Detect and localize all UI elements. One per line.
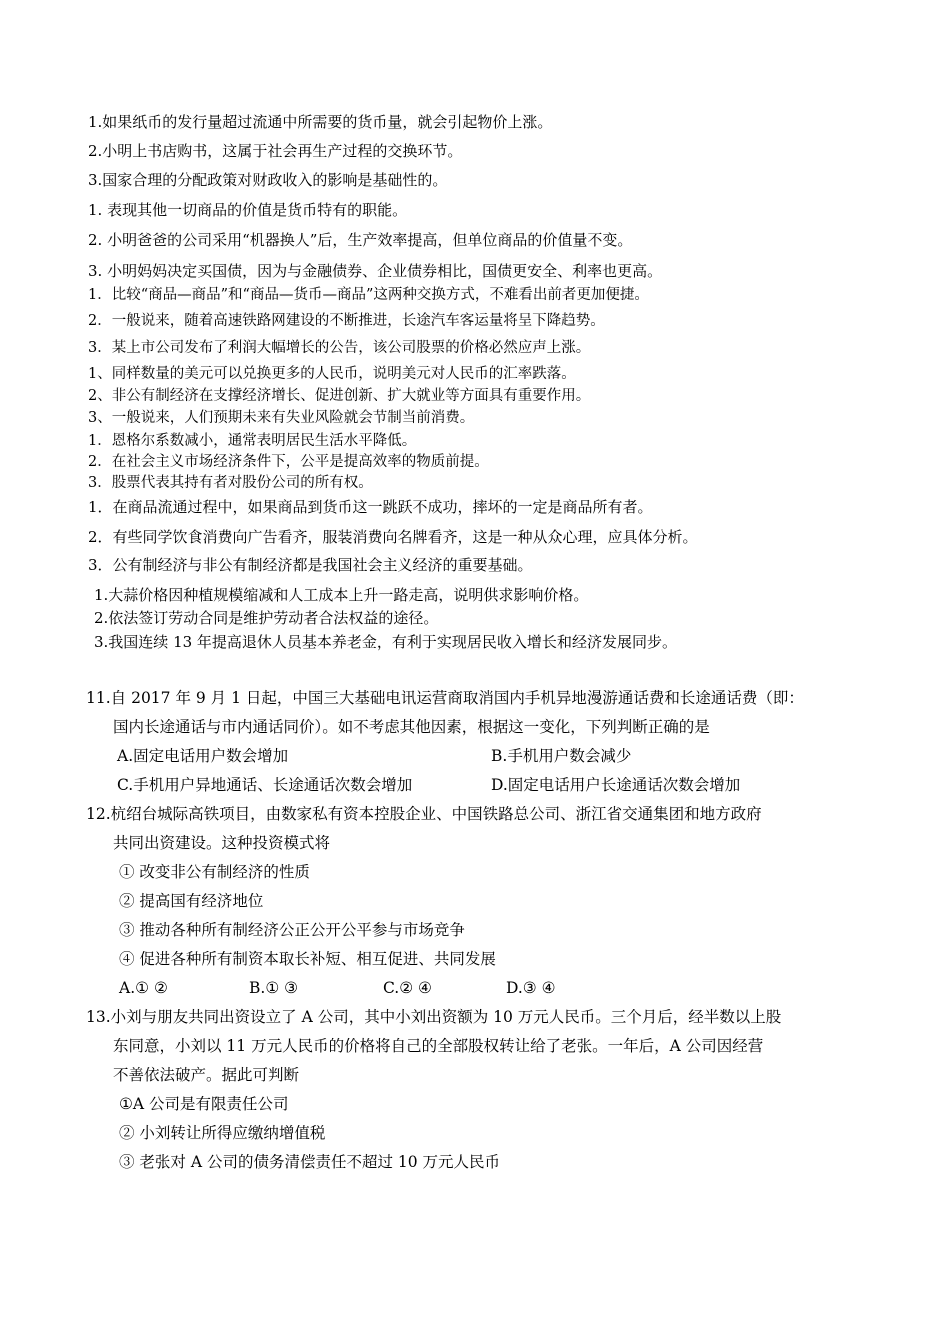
- statement-g2-1: 1. 表现其他一切商品的价值是货币特有的职能。: [88, 201, 408, 219]
- statement-g4-2: 2、非公有制经济在支撑经济增长、促进创新、扩大就业等方面具有重要作用。: [88, 388, 591, 404]
- q12-stem-line1: 12.杭绍台城际高铁项目，由数家私有资本控股企业、中国铁路总公司、浙江省交通集团和地方政府: [86, 805, 762, 823]
- q13-stem-line1: 13.小刘与朋友共同出资设立了 A 公司，其中小刘出资额为 10 万元人民币。三个月后，经半数以上股: [86, 1008, 782, 1026]
- q11-option-b: B.手机用户数会减少: [491, 747, 632, 765]
- statement-g4-1: 1、同样数量的美元可以兑换更多的人民币，说明美元对人民币的汇率跌落。: [88, 366, 576, 382]
- statement-g5-3: 3．股票代表其持有者对股份公司的所有权。: [88, 475, 373, 491]
- q12-option-c: C.② ④: [383, 979, 432, 997]
- statement-g6-3: 3．公有制经济与非公有制经济都是我国社会主义经济的重要基础。: [88, 556, 533, 574]
- q11-option-d: D.固定电话用户长途通话次数会增加: [491, 776, 741, 794]
- statement-g6-1: 1．在商品流通过程中，如果商品到货币这一跳跃不成功，摔坏的一定是商品所有者。: [88, 498, 653, 516]
- q11-stem-line1: 11.自 2017 年 9 月 1 日起，中国三大基础电讯运营商取消国内手机异地漫游通话费和长途通话费（即：: [86, 689, 804, 707]
- statement-g7-1: 1.大蒜价格因种植规模缩减和人工成本上升一路走高，说明供求影响价格。: [94, 586, 589, 604]
- statement-g5-2: 2．在社会主义市场经济条件下，公平是提高效率的物质前提。: [88, 454, 489, 470]
- q11-option-a: A.固定电话用户数会增加: [117, 747, 289, 765]
- statement-g1-3: 3.国家合理的分配政策对财政收入的影响是基础性的。: [88, 171, 448, 189]
- q13-stem-line3: 不善依法破产。据此可判断: [113, 1066, 300, 1084]
- statement-g7-2: 2.依法签订劳动合同是维护劳动者合法权益的途径。: [94, 609, 439, 627]
- q13-item-2: ② 小刘转让所得应缴纳增值税: [119, 1124, 326, 1142]
- statement-g3-1: 1．比较“商品—商品”和“商品—货币—商品”这两种交换方式，不难看出前者更加便捷。: [88, 287, 649, 303]
- q12-item-4: ④ 促进各种所有制资本取长补短、相互促进、共同发展: [119, 950, 496, 968]
- q13-item-1: ①A 公司是有限责任公司: [119, 1095, 289, 1113]
- statement-g7-3: 3.我国连续 13 年提高退休人员基本养老金，有利于实现居民收入增长和经济发展同步。: [94, 633, 677, 651]
- q12-option-b: B.① ③: [249, 979, 299, 997]
- q12-stem-line2: 共同出资建设。这种投资模式将: [113, 834, 331, 852]
- q12-item-3: ③ 推动各种所有制经济公正公开公平参与市场竞争: [119, 921, 465, 939]
- q13-stem-line2: 东同意，小刘以 11 万元人民币的价格将自己的全部股权转让给了老张。一年后，A 公司因经营: [113, 1037, 764, 1055]
- q12-option-d: D.③ ④: [506, 979, 556, 997]
- statement-g3-2: 2．一般说来，随着高速铁路网建设的不断推进，长途汽车客运量将呈下降趋势。: [88, 313, 605, 329]
- statement-g6-2: 2．有些同学饮食消费向广告看齐，服装消费向名牌看齐，这是一种从众心理，应具体分析。: [88, 528, 698, 546]
- q11-option-c: C.手机用户异地通话、长途通话次数会增加: [117, 776, 413, 794]
- statement-g2-2: 2. 小明爸爸的公司采用“机器换人”后，生产效率提高，但单位商品的价值量不变。: [88, 231, 633, 249]
- q12-option-a: A.① ②: [119, 979, 168, 997]
- q11-stem-line2: 国内长途通话与市内通话同价）。如不考虑其他因素，根据这一变化，下列判断正确的是: [113, 718, 710, 736]
- q12-item-1: ① 改变非公有制经济的性质: [119, 863, 310, 881]
- statement-g2-3: 3. 小明妈妈决定买国债，因为与金融债券、企业债券相比，国债更安全、利率也更高。: [88, 262, 663, 280]
- statement-g1-2: 2.小明上书店购书，这属于社会再生产过程的交换环节。: [88, 142, 463, 160]
- statement-g3-3: 3．某上市公司发布了利润大幅增长的公告，该公司股票的价格必然应声上涨。: [88, 340, 591, 356]
- statement-g1-1: 1.如果纸币的发行量超过流通中所需要的货币量，就会引起物价上涨。: [88, 113, 553, 131]
- q13-item-3: ③ 老张对 A 公司的债务清偿责任不超过 10 万元人民币: [119, 1153, 501, 1171]
- statement-g5-1: 1．恩格尔系数减小，通常表明居民生活水平降低。: [88, 433, 417, 449]
- statement-g4-3: 3、一般说来，人们预期未来有失业风险就会节制当前消费。: [88, 410, 475, 426]
- q12-item-2: ② 提高国有经济地位: [119, 892, 264, 910]
